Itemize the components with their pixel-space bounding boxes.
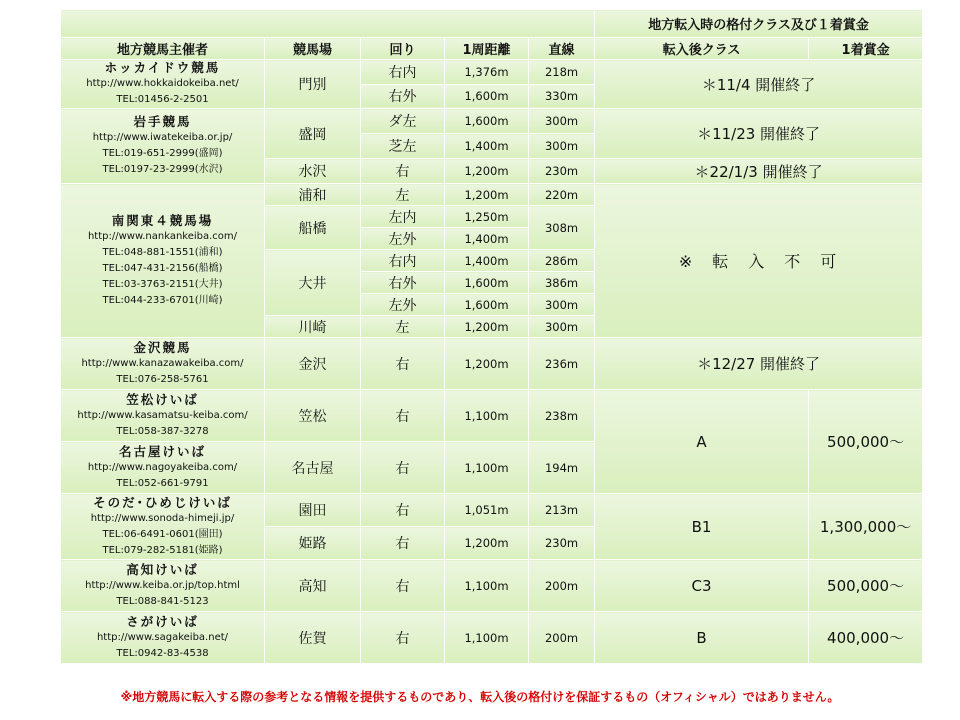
distance-cell: 1,051m	[445, 494, 529, 527]
organizer-name: 名古屋けいば	[118, 443, 206, 459]
distance-cell: 1,600m	[445, 294, 529, 316]
turn-cell: 芝左	[361, 134, 445, 159]
organizer-url[interactable]: http://www.iwatekeiba.or.jp/	[92, 132, 233, 143]
turn-cell: 右内	[361, 250, 445, 272]
distance-cell: 1,100m	[445, 390, 529, 442]
status-kanazawa: ＊12/27 開催終了	[595, 338, 923, 390]
straight-cell: 386m	[529, 272, 595, 294]
straight-cell: 230m	[529, 159, 595, 184]
distance-cell: 1,600m	[445, 109, 529, 134]
distance-cell: 1,600m	[445, 84, 529, 109]
organizer-name: 南関東４競馬場	[111, 212, 214, 228]
venue-kasamatsu: 笠松	[265, 390, 361, 442]
turn-cell: 右	[361, 390, 445, 442]
venue-kawasaki: 川崎	[265, 316, 361, 338]
organizer-url[interactable]: http://www.sagakeiba.net/	[96, 631, 229, 643]
straight-cell: 213m	[529, 494, 595, 527]
venue-urawa: 浦和	[265, 184, 361, 206]
prize-hyogo: 1,300,000～	[809, 494, 923, 560]
col-header-prize: 1着賞金	[809, 38, 923, 60]
straight-cell: 286m	[529, 250, 595, 272]
organizer-tel: TEL:047-431-2156(船橋)	[102, 262, 223, 274]
col-header-venue: 競馬場	[265, 38, 361, 60]
venue-monbetsu: 門別	[265, 60, 361, 109]
organizer-sonoda-himeji	[61, 494, 265, 560]
distance-cell: 1,400m	[445, 250, 529, 272]
organizer-tel: TEL:06-6491-0601(園田)	[102, 528, 223, 540]
distance-cell: 1,100m	[445, 560, 529, 612]
header-top-title: 地方転入時の格付クラス及び１着賞金	[595, 10, 923, 38]
straight-cell: 200m	[529, 612, 595, 664]
status-minamikanto: ※ 転 入 不 可	[595, 184, 923, 338]
organizer-kanazawa	[61, 338, 265, 390]
distance-cell: 1,200m	[445, 159, 529, 184]
venue-morioka: 盛岡	[265, 109, 361, 159]
venue-oi: 大井	[265, 250, 361, 316]
turn-cell: 右	[361, 159, 445, 184]
transfer-info-table	[60, 9, 923, 664]
turn-cell: 左	[361, 184, 445, 206]
turn-cell: 右	[361, 560, 445, 612]
prize-saga: 400,000～	[809, 612, 923, 664]
prize-kochi: 500,000～	[809, 560, 923, 612]
distance-cell: 1,250m	[445, 206, 529, 228]
organizer-tel: TEL:019-651-2999(盛岡)	[102, 148, 223, 159]
distance-cell: 1,100m	[445, 442, 529, 494]
straight-cell: 300m	[529, 134, 595, 159]
straight-cell: 300m	[529, 316, 595, 338]
col-header-lap-distance: 1周距離	[445, 38, 529, 60]
organizer-tel: TEL:079-282-5181(姫路)	[102, 544, 223, 556]
organizer-url[interactable]: http://www.kasamatsu-keiba.com/	[77, 409, 248, 421]
straight-cell: 230m	[529, 527, 595, 560]
venue-sonoda: 園田	[265, 494, 361, 527]
turn-cell: 右	[361, 527, 445, 560]
organizer-nagoya	[61, 442, 265, 494]
class-saga: B	[595, 612, 809, 664]
straight-cell: 194m	[529, 442, 595, 494]
organizer-tel: TEL:0197-23-2999(水沢)	[102, 164, 223, 175]
col-header-organizer: 地方競馬主催者	[61, 38, 265, 60]
organizer-tel: TEL:048-881-1551(浦和)	[102, 246, 223, 258]
organizer-kasamatsu	[61, 390, 265, 442]
turn-cell: 左外	[361, 228, 445, 250]
organizer-name: 岩手競馬	[133, 114, 192, 129]
status-morioka: ＊11/23 開催終了	[595, 109, 923, 159]
turn-cell: 右内	[361, 60, 445, 85]
organizer-url[interactable]: http://www.keiba.or.jp/top.html	[85, 579, 240, 591]
organizer-tel: TEL:076-258-5761	[116, 373, 209, 385]
organizer-url[interactable]: http://www.kanazawakeiba.com/	[81, 357, 244, 369]
straight-cell: 300m	[529, 294, 595, 316]
organizer-tel: TEL:01456-2-2501	[116, 94, 209, 105]
organizer-saga	[61, 612, 265, 664]
straight-cell: 236m	[529, 338, 595, 390]
distance-cell: 1,400m	[445, 228, 529, 250]
venue-himeji: 姫路	[265, 527, 361, 560]
turn-cell: 左外	[361, 294, 445, 316]
organizer-name: 金沢競馬	[133, 339, 192, 355]
venue-saga: 佐賀	[265, 612, 361, 664]
organizer-minamikanto	[61, 184, 265, 338]
organizer-tel: TEL:088-841-5123	[116, 595, 209, 607]
distance-cell: 1,400m	[445, 134, 529, 159]
distance-cell: 1,100m	[445, 612, 529, 664]
status-monbetsu: ＊11/4 開催終了	[595, 60, 923, 109]
organizer-name: 高知けいば	[126, 561, 199, 577]
prize-tokai: 500,000～	[809, 390, 923, 494]
distance-cell: 1,200m	[445, 527, 529, 560]
organizer-tel: TEL:058-387-3278	[116, 425, 209, 437]
organizer-kochi	[61, 560, 265, 612]
turn-cell: 右	[361, 338, 445, 390]
organizer-name: そのだ･ひめじけいば	[93, 494, 232, 510]
venue-funabashi: 船橋	[265, 206, 361, 250]
turn-cell: 右	[361, 494, 445, 527]
straight-cell: 200m	[529, 560, 595, 612]
straight-cell: 330m	[529, 84, 595, 109]
organizer-iwate	[61, 109, 265, 184]
class-hyogo: B1	[595, 494, 809, 560]
distance-cell: 1,600m	[445, 272, 529, 294]
venue-nagoya: 名古屋	[265, 442, 361, 494]
venue-kanazawa: 金沢	[265, 338, 361, 390]
venue-mizusawa: 水沢	[265, 159, 361, 184]
turn-cell: ダ左	[361, 109, 445, 134]
organizer-name: 笠松けいば	[126, 391, 199, 407]
organizer-url[interactable]: http://www.nagoyakeiba.com/	[87, 461, 238, 473]
class-kochi: C3	[595, 560, 809, 612]
turn-cell: 左内	[361, 206, 445, 228]
col-header-turn: 回り	[361, 38, 445, 60]
turn-cell: 右	[361, 442, 445, 494]
turn-cell: 右外	[361, 272, 445, 294]
organizer-tel: TEL:052-661-9791	[116, 477, 209, 489]
straight-cell: 308m	[529, 206, 595, 250]
turn-cell: 右外	[361, 84, 445, 109]
distance-cell: 1,200m	[445, 184, 529, 206]
straight-cell: 238m	[529, 390, 595, 442]
organizer-url[interactable]: http://www.sonoda-himeji.jp/	[90, 512, 235, 524]
header-blank	[61, 10, 595, 38]
organizer-name: ホッカイドウ競馬	[104, 60, 221, 75]
organizer-url[interactable]: http://www.hokkaidokeiba.net/	[86, 78, 239, 89]
turn-cell: 右	[361, 612, 445, 664]
distance-cell: 1,376m	[445, 60, 529, 85]
turn-cell: 左	[361, 316, 445, 338]
distance-cell: 1,200m	[445, 338, 529, 390]
col-header-class: 転入後クラス	[595, 38, 809, 60]
class-tokai: A	[595, 390, 809, 494]
disclaimer-notice: ※地方競馬に転入する際の参考となる情報を提供するものであり、転入後の格付けを保証するもの（オフィシャル）ではありません。	[120, 690, 840, 704]
organizer-url[interactable]: http://www.nankankeiba.com/	[87, 230, 238, 242]
straight-cell: 300m	[529, 109, 595, 134]
organizer-name: さがけいば	[126, 613, 199, 629]
col-header-straight: 直線	[529, 38, 595, 60]
organizer-tel: TEL:0942-83-4538	[116, 647, 209, 659]
straight-cell: 218m	[529, 60, 595, 85]
organizer-hokkaido	[61, 60, 265, 109]
status-mizusawa: ＊22/1/3 開催終了	[595, 159, 923, 184]
distance-cell: 1,200m	[445, 316, 529, 338]
venue-kochi: 高知	[265, 560, 361, 612]
organizer-tel: TEL:03-3763-2151(大井)	[102, 278, 223, 290]
organizer-tel: TEL:044-233-6701(川崎)	[102, 294, 223, 306]
straight-cell: 220m	[529, 184, 595, 206]
